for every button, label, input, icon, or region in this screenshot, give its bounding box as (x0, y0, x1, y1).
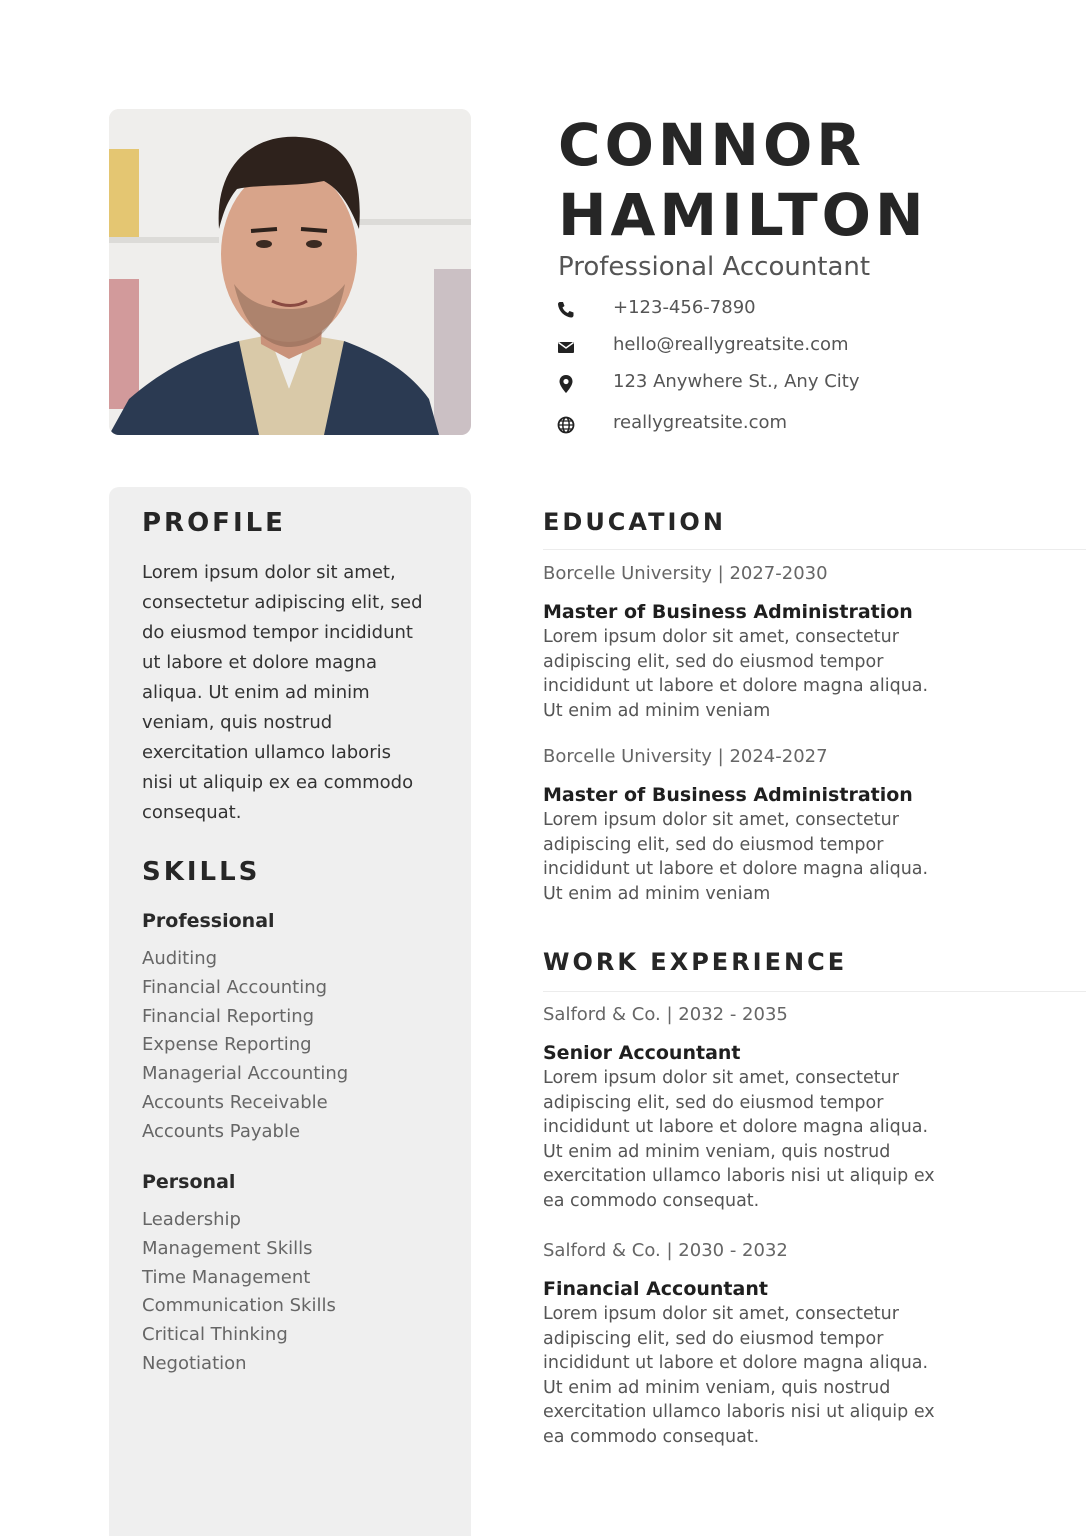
profile-heading: PROFILE (142, 508, 286, 538)
desc-line: Ut enim ad minim veniam, quis nostrud (543, 1377, 891, 1398)
desc-line: adipiscing elit, sed do eiusmod tempor (543, 834, 884, 855)
skill-item: Critical Thinking (142, 1324, 288, 1346)
contact-email-text: hello@reallygreatsite.com (613, 334, 849, 355)
desc-line: Lorem ipsum dolor sit amet, consectetur (543, 810, 899, 830)
desc-line: Lorem ipsum dolor sit amet, consectetur (543, 1068, 899, 1088)
profile-line: Lorem ipsum dolor sit amet, (142, 562, 396, 583)
desc-line: Ut enim ad minim veniam (543, 700, 771, 721)
skills-heading: SKILLS (142, 857, 261, 887)
skills-professional-label: Professional (142, 910, 275, 932)
desc-line: incididunt ut labore et dolore magna aliqua. (543, 1353, 929, 1374)
skill-item: Communication Skills (142, 1295, 336, 1317)
desc-line: exercitation ullamco laboris nisi ut aliquip ex (543, 1402, 935, 1423)
profile-line: aliqua. Ut enim ad minim (142, 682, 370, 703)
skills-personal-label: Personal (142, 1171, 236, 1193)
first-name: CONNOR (558, 111, 865, 179)
profile-line: veniam, quis nostrud (142, 712, 333, 733)
education-entry (543, 561, 1013, 723)
profile-text (142, 558, 452, 828)
profile-line: do eiusmod tempor incididunt (142, 622, 413, 643)
work-experience-heading: WORK EXPERIENCE (543, 948, 848, 976)
work-divider (543, 991, 1086, 992)
globe-icon (556, 415, 576, 435)
desc-line: incididunt ut labore et dolore magna aliqua. (543, 1117, 929, 1138)
desc-line: Ut enim ad minim veniam, quis nostrud (543, 1141, 891, 1162)
skill-item: Leadership (142, 1209, 241, 1230)
education-divider (543, 549, 1086, 550)
skill-item: Auditing (142, 948, 218, 969)
contact-address-text: 123 Anywhere St., Any City (613, 371, 860, 392)
skill-item: Financial Accounting (142, 976, 328, 998)
contact-address (556, 366, 1016, 403)
desc-line: incididunt ut labore et dolore magna aliqua. (543, 859, 929, 880)
contact-list (556, 292, 1016, 444)
job-title: Professional Accountant (558, 252, 871, 282)
skill-item: Expense Reporting (142, 1034, 312, 1056)
entry-role: Master of Business Administration (543, 601, 913, 623)
desc-line: Lorem ipsum dolor sit amet, consectetur (543, 627, 899, 647)
entry-meta: Salford & Co. | 2030 - 2032 (543, 1240, 788, 1261)
entry-meta: Borcelle University | 2027-2030 (543, 563, 828, 584)
skill-item: Time Management (142, 1266, 311, 1288)
email-icon (556, 337, 576, 357)
location-pin-icon (556, 374, 576, 394)
desc-line: ea commodo consequat. (543, 1426, 760, 1447)
entry-description (543, 1066, 1013, 1214)
work-entry (543, 1238, 1013, 1450)
entry-role: Master of Business Administration (543, 784, 913, 806)
entry-description (543, 808, 1013, 906)
skill-item: Management Skills (142, 1237, 313, 1259)
desc-line: Lorem ipsum dolor sit amet, consectetur (543, 1304, 899, 1324)
contact-phone (556, 292, 1016, 329)
desc-line: ea commodo consequat. (543, 1190, 760, 1211)
contact-phone-text: +123-456-7890 (613, 297, 756, 318)
profile-line: consequat. (142, 802, 242, 823)
entry-meta: Borcelle University | 2024-2027 (543, 746, 828, 767)
profile-line: ut labore et dolore magna (142, 652, 377, 673)
skill-item: Accounts Receivable (142, 1091, 328, 1113)
personal-skills-list (142, 1206, 442, 1379)
candidate-name (558, 110, 928, 250)
entry-description (543, 625, 1013, 723)
entry-role: Senior Accountant (543, 1042, 741, 1064)
last-name: HAMILTON (558, 181, 928, 249)
profile-line: nisi ut aliquip ex ea commodo (142, 772, 414, 793)
desc-line: adipiscing elit, sed do eiusmod tempor (543, 651, 884, 672)
skill-item: Managerial Accounting (142, 1063, 349, 1085)
desc-line: exercitation ullamco laboris nisi ut aliquip ex (543, 1166, 935, 1187)
entry-description (543, 1302, 1013, 1450)
desc-line: Ut enim ad minim veniam (543, 883, 771, 904)
skill-item: Financial Reporting (142, 1005, 315, 1027)
desc-line: adipiscing elit, sed do eiusmod tempor (543, 1328, 884, 1349)
professional-skills-list (142, 945, 442, 1147)
entry-meta: Salford & Co. | 2032 - 2035 (543, 1004, 788, 1025)
profile-line: exercitation ullamco laboris (142, 742, 391, 763)
profile-photo (109, 109, 471, 435)
entry-role: Financial Accountant (543, 1278, 768, 1300)
work-entry (543, 1002, 1013, 1214)
education-heading: EDUCATION (543, 508, 726, 536)
profile-line: consectetur adipiscing elit, sed (142, 592, 423, 613)
contact-website (556, 407, 1016, 444)
skill-item: Accounts Payable (142, 1120, 301, 1142)
desc-line: adipiscing elit, sed do eiusmod tempor (543, 1092, 884, 1113)
portrait-image (109, 109, 471, 435)
desc-line: incididunt ut labore et dolore magna aliqua. (543, 676, 929, 697)
contact-website-text: reallygreatsite.com (613, 412, 788, 433)
education-entry (543, 744, 1013, 906)
contact-email (556, 329, 1016, 366)
skill-item: Negotiation (142, 1352, 247, 1374)
phone-icon (556, 300, 576, 320)
